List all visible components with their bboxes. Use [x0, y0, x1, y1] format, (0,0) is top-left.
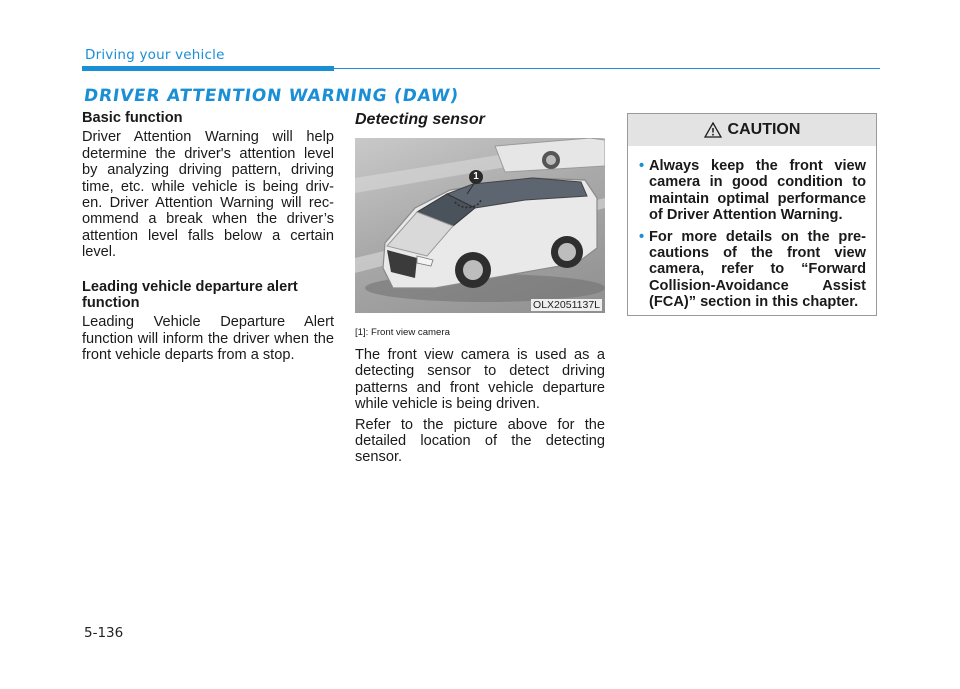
detecting-sensor-heading: Detecting sensor: [355, 111, 485, 128]
caution-item: [639, 229, 866, 311]
bullet-icon: •: [639, 228, 645, 245]
camera-marker: 1: [469, 170, 483, 184]
figure-code: OLX2051137L: [533, 299, 600, 311]
caution-title: CAUTION: [727, 121, 801, 138]
suv-camera-illustration: [355, 138, 605, 313]
caution-item: [639, 158, 866, 224]
bullet-icon: •: [639, 158, 645, 174]
caution-list: [628, 146, 876, 311]
basic-function-heading: Basic function: [82, 110, 183, 126]
warning-triangle-icon: [704, 122, 722, 138]
figure-caption: [1]: Front view camera: [355, 327, 450, 338]
basic-function-text: Driver Attention Warning will help determine the driver's attention level by analyzing driving pattern, driving time, etc. while vehicle is being driv-en. Driver Attention Warning will rec-ommend a break when the driver’s attention level falls below a certain level.: [82, 129, 334, 261]
middle-column: [355, 110, 605, 466]
sensor-reference: Refer to the picture above for the detailed location of the detecting sensor.: [355, 416, 605, 466]
departure-alert-heading: Leading vehicle departure alert function: [82, 278, 298, 312]
caution-item-text: Always keep the front view camera in good condition to maintain optimal performance of Driver Attention Warning.: [649, 158, 866, 224]
header-rule-thick: [82, 66, 334, 71]
section-title: DRIVER ATTENTION WARNING (DAW): [82, 86, 461, 106]
departure-alert-text: Leading Vehicle Departure Alert function will inform the driver when the front vehicle departs from a stop.: [82, 314, 334, 364]
vehicle-illustration: [355, 138, 605, 313]
caution-header: [628, 114, 876, 146]
left-column: [82, 110, 334, 364]
page-number: 5-136: [84, 625, 124, 641]
chapter-header: Driving your vehicle: [85, 47, 225, 63]
sensor-description: The front view camera is used as a detecting sensor to detect driving patterns and front vehicle departure while vehicle is being driven.: [355, 347, 605, 413]
caution-box: [627, 113, 877, 316]
header-rule-thin: [334, 68, 880, 69]
caution-item-text: For more details on the pre-cautions of the front view camera, refer to “Forward Collision-Avoidance Assist (FCA)” section in this chapter.: [649, 228, 866, 311]
